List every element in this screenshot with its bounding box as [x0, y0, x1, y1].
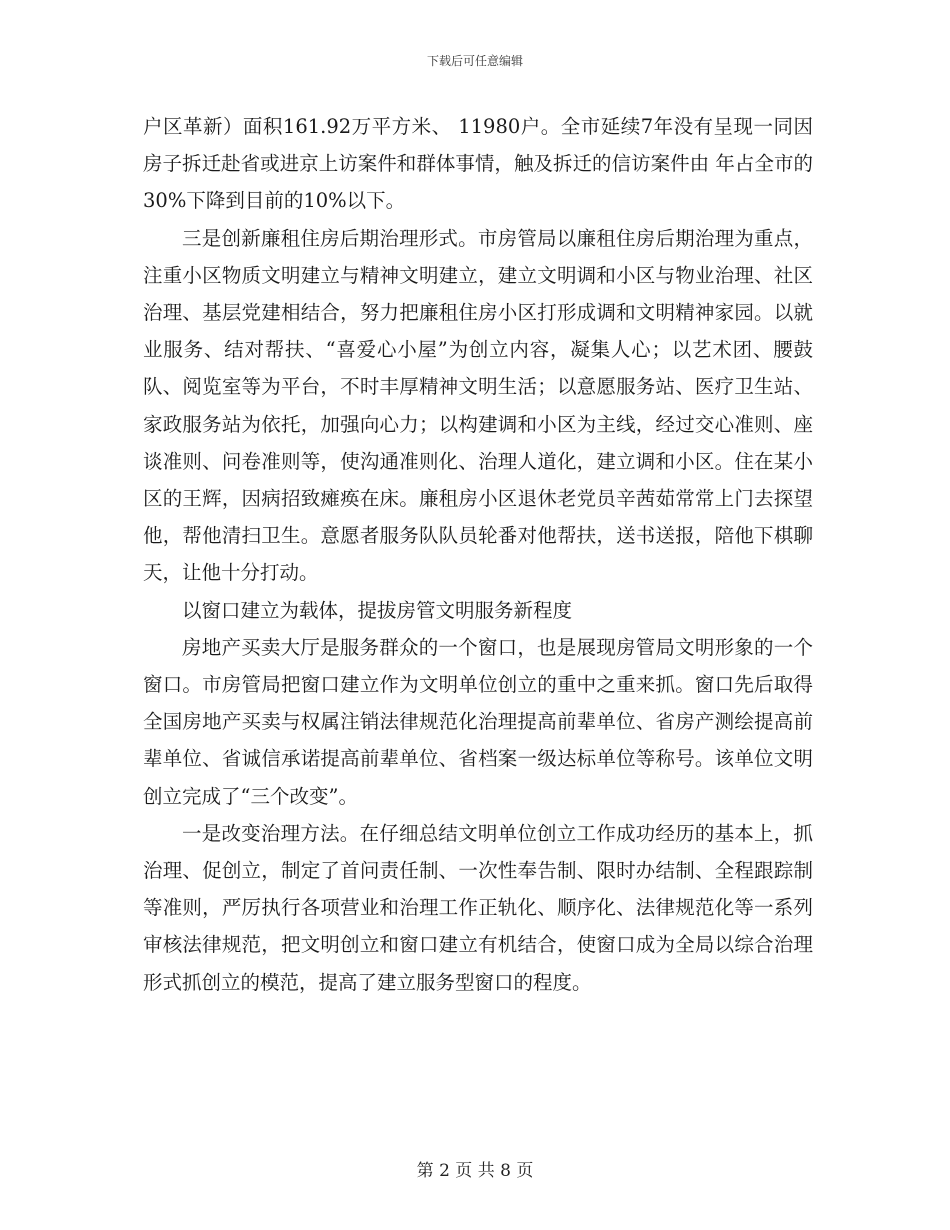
paragraph: 三是创新廉租住房后期治理形式。市房管局以廉租住房后期治理为重点，注重小区物质文明建立与精神文明建立，建立文明调和小区与物业治理、社区治理、基层党建相结合，努力把廉租住房小区打形成调和文明精神家园。以就业服务、结对帮扶、“喜爱心小屋”为创立内容，凝集人心；以艺术团、腰鼓队、阅览室等为平台，不时丰厚精神文明生活；以意愿服务站、医疗卫生站、家政服务站为依托，加强向心力；以构建调和小区为主线，经过交心准则、座谈准则、问卷准则等，使沟通准则化、治理人道化，建立调和小区。住在某小区的王辉，因病招致瘫痪在床。廉租房小区退休老党员辛茜茹常常上门去探望他，帮他清扫卫生。意愿者服务队队员轮番对他帮扶，送书送报，陪他下棋聊天，让他十分打动。	[143, 226, 813, 585]
paragraph: 户区革新）面积161.92万平方米、 11980户。全市延续7年没有呈现一同因房子拆迁赴省或进京上访案件和群体事情，触及拆迁的信访案件由 年占全市的30%下降到目前的10%以下。	[143, 115, 813, 213]
page-number-footer: 第 2 页 共 8 页	[416, 1161, 534, 1181]
paragraph: 一是改变治理方法。在仔细总结文明单位创立工作成功经历的基本上，抓治理、促创立，制定了首问责任制、一次性奉告制、限时办结制、全程跟踪制等准则，严厉执行各项营业和治理工作正轨化、顺序化、法律规范化等一系列审核法律规范，把文明创立和窗口建立有机结合，使窗口成为全局以综合治理形式抓创立的模范，提高了建立服务型窗口的程度。	[143, 821, 813, 994]
section-heading: 以窗口建立为载体，提拔房管文明服务新程度	[182, 598, 573, 622]
document-body	[143, 108, 813, 1001]
paragraph: 房地产买卖大厅是服务群众的一个窗口，也是展现房管局文明形象的一个窗口。市房管局把窗口建立作为文明单位创立的重中之重来抓。窗口先后取得全国房地产买卖与权属注销法律规范化治理提高前辈单位、省房产测绘提高前辈单位、省诚信承诺提高前辈单位、省档案一级达标单位等称号。该单位文明创立完成了“三个改变”。	[143, 635, 813, 808]
page-header: 下载后可任意编辑	[426, 54, 523, 68]
